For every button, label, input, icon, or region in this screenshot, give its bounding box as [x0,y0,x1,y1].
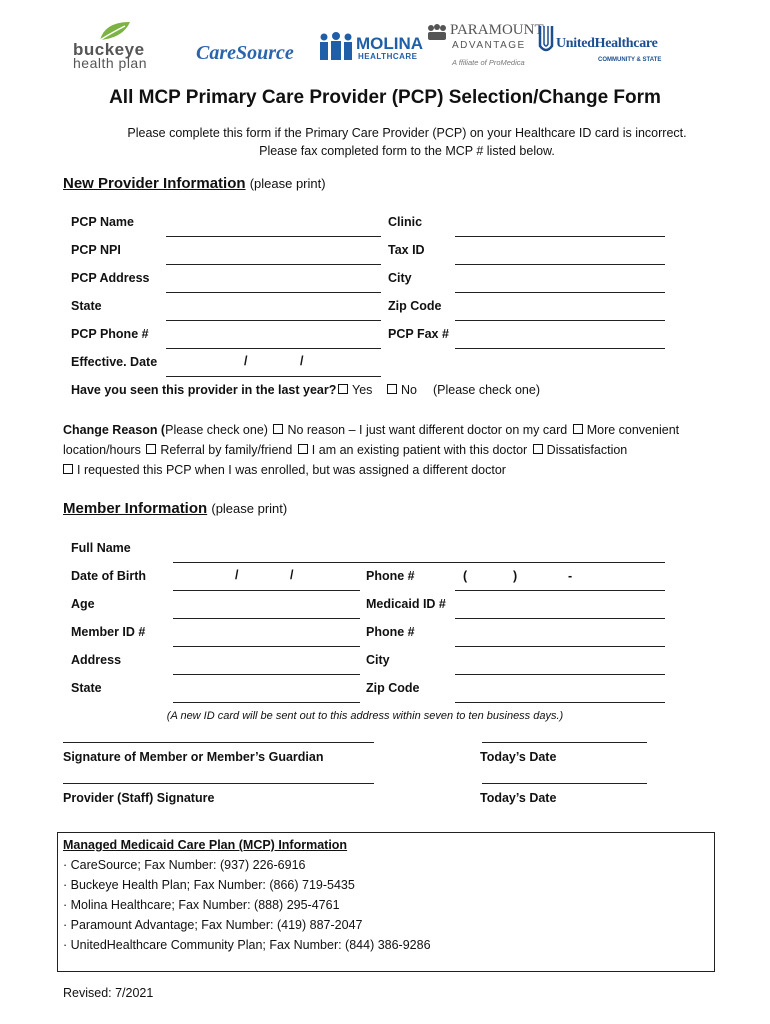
intro-line-2: Please fax completed form to the MCP # listed below. [259,144,555,158]
provider-signature-label: Provider (Staff) Signature [63,791,215,805]
tax-id-field[interactable] [455,264,665,265]
clinic-field[interactable] [455,236,665,237]
member-city-label: City [366,653,390,667]
member-zip-label: Zip Code [366,681,420,695]
change-reason-line-2 [63,443,627,457]
pcp-phone-field[interactable] [166,348,381,349]
dob-slash-1: / [235,568,239,582]
mcp-info-item: · Molina Healthcare; Fax Number: (888) 295-4761 [63,898,340,912]
mcp-info-box [57,832,715,972]
seen-yes-option[interactable] [336,383,372,397]
today-date-field-1[interactable] [482,742,647,743]
seen-no-checkbox[interactable] [387,384,397,394]
seen-yes-label: Yes [352,383,373,397]
clinic-label: Clinic [388,215,423,229]
change-reason-check-one: Please check one) [165,423,268,437]
paramount-people-icon [426,24,448,42]
change-reason-line-3 [63,463,506,477]
reason-no-reason-label: No reason – I just want different doctor on my card [287,423,568,437]
member-zip-field[interactable] [455,702,665,703]
pcp-address-label: PCP Address [71,271,150,285]
member-section-heading [63,500,287,517]
pcp-fax-label: PCP Fax # [388,327,449,341]
buckeye-subtext: health plan [73,55,148,71]
pcp-name-field[interactable] [166,236,381,237]
reason-referral-checkbox[interactable] [146,444,156,454]
pcp-phone-label: PCP Phone # [71,327,149,341]
effective-date-field[interactable] [166,376,381,377]
pcp-fax-field[interactable] [455,348,665,349]
paramount-affiliate: A ffiliate of ProMedica [452,58,525,67]
provider-section-heading [63,175,326,192]
effective-date-slash-2: / [300,354,304,368]
member-signature-field[interactable] [63,742,374,743]
reason-assigned-different-checkbox[interactable] [63,464,73,474]
buckeye-leaf-icon [95,20,135,42]
buckeye-text: buckeye [73,40,145,59]
medicaid-id-field[interactable] [455,618,665,619]
effective-date-label: Effective. Date [71,355,158,369]
member-address-field[interactable] [173,674,360,675]
member-phone2-field[interactable] [455,646,665,647]
mcp-info-heading: Managed Medicaid Care Plan (MCP) Information [63,838,348,852]
dob-field[interactable] [173,590,360,591]
pcp-address-field[interactable] [166,292,381,293]
age-label: Age [71,597,95,611]
united-subtext: COMMUNITY & STATE [598,57,662,63]
paramount-text: PARAMOUNT [450,22,544,38]
paramount-logo [426,22,556,72]
member-phone-label: Phone # [366,569,415,583]
provider-zip-label: Zip Code [388,299,442,313]
mcp-info-item: · Paramount Advantage; Fax Number: (419) 887-2047 [63,918,363,932]
provider-city-field[interactable] [455,292,665,293]
molina-logo [318,30,428,66]
member-heading-text: Member Information [63,500,208,517]
united-u-icon [538,24,554,58]
molina-people-icon [318,32,354,62]
pcp-npi-label: PCP NPI [71,243,121,257]
page-title: All MCP Primary Care Provider (PCP) Selection/Change Form [109,87,661,108]
reason-existing-patient-label: I am an existing patient with this doctor [311,443,528,457]
pcp-npi-field[interactable] [166,264,381,265]
member-heading-note: (please print) [211,501,288,516]
member-id-label: Member ID # [71,625,146,639]
phone-paren-close: ) [513,569,518,583]
buckeye-logo [70,20,195,70]
unitedhealthcare-logo [538,24,668,70]
member-phone2-label: Phone # [366,625,415,639]
provider-heading-text: New Provider Information [63,175,246,192]
tax-id-label: Tax ID [388,243,425,257]
provider-signature-field[interactable] [63,783,374,784]
molina-text: MOLINA [356,34,424,53]
dob-label: Date of Birth [71,569,146,583]
phone-dash: - [568,569,573,583]
paramount-subtext: ADVANTAGE [452,40,526,51]
reason-referral-label: Referral by family/friend [160,443,293,457]
member-state-field[interactable] [173,702,360,703]
full-name-label: Full Name [71,541,131,555]
provider-heading-note: (please print) [249,176,326,191]
phone-paren-open: ( [463,569,468,583]
medicaid-id-label: Medicaid ID # [366,597,446,611]
seen-check-one-note: (Please check one) [433,383,541,397]
seen-yes-checkbox[interactable] [338,384,348,394]
member-address-label: Address [71,653,122,667]
member-city-field[interactable] [455,674,665,675]
change-reason-label: Change Reason ( [63,423,166,437]
mcp-info-item: · CareSource; Fax Number: (937) 226-6916 [63,858,306,872]
provider-city-label: City [388,271,412,285]
provider-state-field[interactable] [166,320,381,321]
reason-convenient-checkbox[interactable] [573,424,583,434]
today-date-label-2: Today’s Date [480,791,557,805]
reason-no-reason-checkbox[interactable] [273,424,283,434]
full-name-field[interactable] [173,562,665,563]
member-signature-label: Signature of Member or Member’s Guardian [63,750,324,764]
reason-assigned-different-label: I requested this PCP when I was enrolled, but was assigned a different doctor [77,463,506,477]
dob-slash-2: / [290,568,294,582]
age-field[interactable] [173,618,360,619]
reason-convenient-label: More convenient [586,423,680,437]
seen-no-option[interactable] [385,383,417,397]
reason-existing-patient-checkbox[interactable] [298,444,308,454]
provider-zip-field[interactable] [455,320,665,321]
change-reason-line-1 [63,423,679,437]
reason-dissatisfaction-label: Dissatisfaction [546,443,628,457]
mcp-info-item: · UnitedHealthcare Community Plan; Fax Number: (844) 386-9286 [63,938,431,952]
caresource-logo: CareSource [196,42,294,64]
reason-convenient-label-cont: location/hours [63,443,141,457]
id-card-note: (A new ID card will be sent out to this address within seven to ten business days.) [166,710,564,722]
member-state-label: State [71,681,102,695]
molina-subtext: HEALTHCARE [358,52,418,61]
mcp-info-item: · Buckeye Health Plan; Fax Number: (866) 719-5435 [63,878,355,892]
reason-dissatisfaction-checkbox[interactable] [533,444,543,454]
member-phone-field[interactable] [455,590,665,591]
intro-line-1: Please complete this form if the Primary Care Provider (PCP) on your Healthcare ID card is incorrect. [127,126,687,140]
member-id-field[interactable] [173,646,360,647]
provider-state-label: State [71,299,102,313]
revised-date: Revised: 7/2021 [63,986,154,1000]
pcp-name-label: PCP Name [71,215,134,229]
seen-provider-question: Have you seen this provider in the last year? [71,383,337,397]
united-text: UnitedHealthcare [556,36,658,51]
today-date-label-1: Today’s Date [480,750,557,764]
seen-no-label: No [401,383,417,397]
today-date-field-2[interactable] [482,783,647,784]
effective-date-slash-1: / [244,354,248,368]
